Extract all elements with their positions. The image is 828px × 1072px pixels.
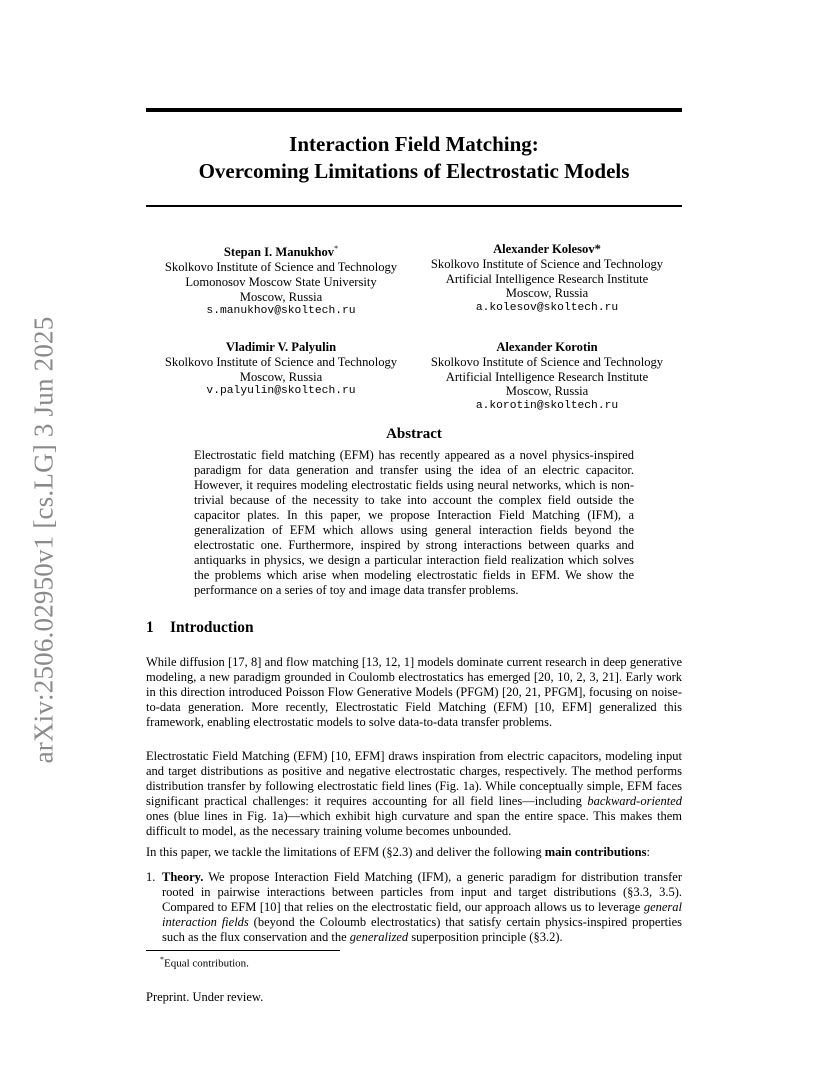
author-email: s.manukhov@skoltech.ru (206, 305, 356, 318)
author-block-korotin (412, 340, 682, 414)
author-email: a.korotin@skoltech.ru (475, 400, 619, 413)
contribution-text: Theory. We propose Interaction Field Matching (IFM), a generic paradigm for distribution transfer rooted in pairwise interactions between particles from input and target distributions (§3.3, 3.5). Compared to EFM [10] that relies on the electrostatic field, our approach allows us to leverage general interaction fields (beyond the Coloumb electrostatics) that satisfy certain physics-inspired properties such as the flux conservation and the generalized superposition principle (§3.2). (162, 870, 682, 944)
author-affiliation: Skolkovo Institute of Science and Technology (164, 354, 398, 369)
author-name: Alexander Kolesov* (493, 242, 601, 256)
abstract-body: Electrostatic field matching (EFM) has recently appeared as a novel physics-inspired paradigm for data generation and transfer using the idea of an electric capacitor. However, it requires modeling electrostatic fields using neural networks, which is non-trivial because of the necessity to take into account the complex field outside the capacitor plates. In this paper, we propose Interaction Field Matching (IFM), a generalization of EFM which allows using general interaction fields beyond the electrostatic one. Furthermore, inspired by strong interactions between quarks and antiquarks in physics, we design a particular interaction field realization which solves the problems which arise when modeling electrostatic fields in EFM. We show the performance on a series of toy and image data transfer problems. (194, 448, 634, 597)
author-affiliation: Moscow, Russia (239, 369, 323, 384)
author-affiliation: Moscow, Russia (505, 384, 589, 399)
author-affiliation: Skolkovo Institute of Science and Technology (164, 259, 398, 274)
author-affiliation: Moscow, Russia (239, 289, 323, 304)
title-line-2: Overcoming Limitations of Electrostatic Models (198, 159, 630, 183)
title-top-rule (146, 108, 682, 112)
contribution-item-theory (146, 870, 682, 945)
intro-paragraph-2: Electrostatic Field Matching (EFM) [10, EFM] draws inspiration from electric capacitors, modeling input and target distributions as positive and negative electrostatic charges, respectively. The method performs distribution transfer by following electrostatic field lines (Fig. 1a). While conceptually simple, EFM faces significant practical challenges: it requires accounting for all field lines—including backward-oriented ones (blue lines in Fig. 1a)—which exhibit high curvature and span the entire space. This makes them difficult to model, as the necessary training volume becomes unbounded. (146, 749, 682, 838)
section-number: 1 (146, 619, 154, 636)
author-affiliation: Artificial Intelligence Research Institute (445, 369, 649, 384)
paper-title (146, 131, 682, 185)
author-affiliation: Skolkovo Institute of Science and Technology (430, 354, 664, 369)
author-affiliation: Lomonosov Moscow State University (185, 274, 377, 289)
section-heading-introduction (146, 619, 254, 637)
abstract-heading: Abstract (386, 426, 442, 442)
title-bottom-rule (146, 205, 682, 207)
list-number: 1. (146, 870, 156, 884)
arxiv-identifier: arXiv:2506.02950v1 [cs.LG] 3 Jun 2025 (28, 316, 59, 764)
author-block-palyulin (146, 340, 416, 399)
author-email: a.kolesov@skoltech.ru (475, 302, 619, 315)
intro-paragraph-1: While diffusion [17, 8] and flow matching [13, 12, 1] models dominate current research in deep generative modeling, a new paradigm grounded in Coulomb electrostatics has emerged [20, 10, 2, 3, 21]. Early work in this direction introduced Poisson Flow Generative Models (PFGM) [20, 21, PFGM], focusing on noise-to-data generation. More recently, Electrostatic Field Matching (EFM) [10, EFM] generalized this framework, enabling electrostatic models to solve data-to-data transfer problems. (146, 655, 682, 729)
author-block-manukhov (146, 242, 416, 319)
section-title: Introduction (170, 619, 254, 636)
emphasis: backward-oriented (587, 794, 682, 808)
footnote: *Equal contribution. (160, 955, 249, 970)
emphasis-strong: main contributions (544, 845, 647, 859)
preprint-footer: Preprint. Under review. (146, 990, 264, 1004)
author-affiliation: Moscow, Russia (505, 286, 589, 301)
author-name: Stepan I. Manukhov* (223, 244, 339, 260)
author-email: v.palyulin@skoltech.ru (206, 385, 356, 398)
author-name: Alexander Korotin (496, 340, 598, 354)
footnote-rule (146, 950, 340, 951)
author-affiliation: Skolkovo Institute of Science and Technology (430, 256, 664, 271)
title-line-1: Interaction Field Matching: (289, 132, 539, 156)
author-name: Vladimir V. Palyulin (225, 340, 337, 354)
author-block-kolesov (412, 242, 682, 316)
author-affiliation: Artificial Intelligence Research Institute (445, 271, 649, 286)
intro-paragraph-3: In this paper, we tackle the limitations of EFM (§2.3) and deliver the following main contributions: (146, 845, 650, 859)
